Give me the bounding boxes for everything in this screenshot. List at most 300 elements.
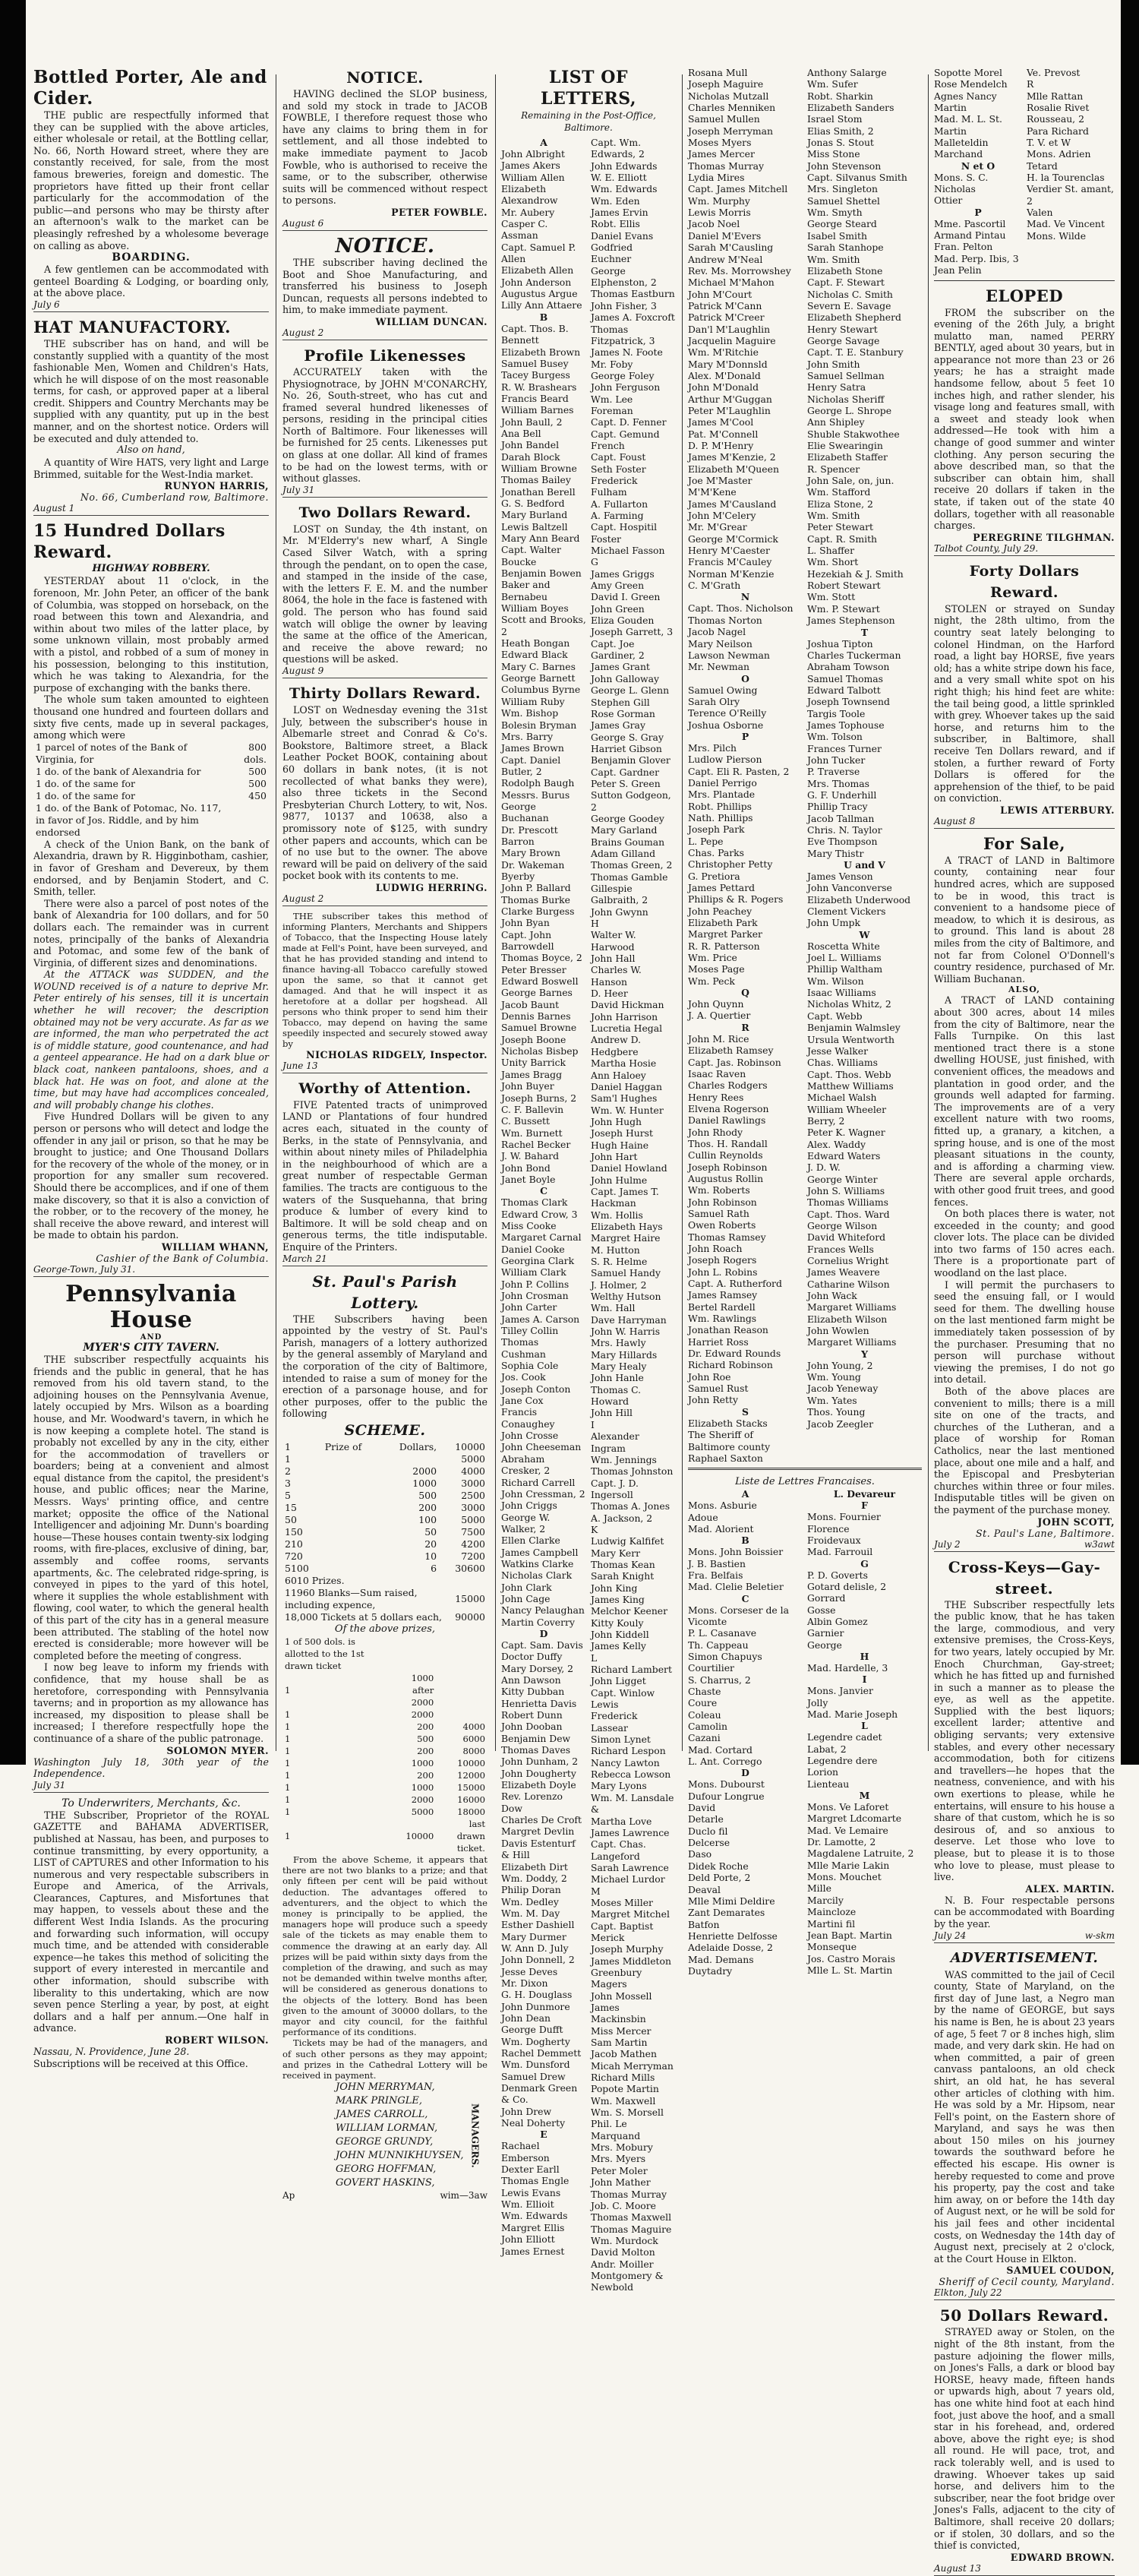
letter-recipient: Augustus Rollin	[688, 1172, 764, 1184]
letter-recipient: Wm. Tolson	[807, 731, 863, 743]
letter-recipient: William Clark	[501, 1266, 566, 1279]
letter-recipient: George	[807, 1639, 842, 1651]
ad-body: Five Hundred Dollars will be given to any person or persons who will detect and lodge the offender in any jail or prison, so that he may be brought to justice; and One Thousand Dollars for the recovery of the whole of the money, or in proportion for any smaller sum recovered. Should there be accomplices, and if one of them make discovery, so that it is also a conviction of the robber, or to the recovery of the money, he shall receive the above reward, and interest will be made to obtain his pardon.	[33, 1111, 269, 1241]
letter-recipient: C. Bussett	[501, 1115, 551, 1127]
letter-recipient: James Pettard	[688, 882, 756, 894]
letter-recipient: J. W. Bahard	[501, 1150, 560, 1162]
letter-recipient: Daniel M'Evers	[688, 229, 762, 242]
letters-title: LIST OF LETTERS,	[540, 68, 636, 109]
letter-recipient: John Hart	[591, 1150, 638, 1162]
letter-recipient: Nicholas Mutzall	[688, 90, 769, 102]
letter-recipient: Mrs. Singleton	[807, 183, 878, 195]
letter-recipient: John Cage	[501, 1592, 551, 1604]
letter-recipient: Ellen Clarke	[501, 1535, 560, 1547]
letter-recipient: Miss Stone	[807, 148, 860, 160]
ad-signature: LUDWIG HERRING.	[375, 881, 487, 893]
letter-heading: B	[539, 311, 548, 323]
letter-recipient: Michael Walsh	[807, 1092, 877, 1104]
letter-recipient: J. D. W.	[807, 1162, 841, 1174]
ad-signature: LEWIS ATTERBURY.	[1000, 804, 1115, 816]
letter-recipient: Jean Bapt. Martin	[807, 1929, 892, 1941]
ad-date-code: wim—3aw	[440, 2190, 487, 2201]
ad-body: STOLEN or strayed on Sunday night, the 28th ultimo, from the country seat lately belonging to colonel Hindman, on the Harford road, a light bay HORSE, five years old; has a white stripe down his face, and a very small white spot on his right thigh; his hind feet are white: the tail being good, a little sprinkled with grey. Whoever takes up the said horse, and returns him to the subscriber, in Baltimore, shall receive Ten Dollars reward, and if stolen, a further reward of Forty Dollars is offered for the apprehension of the thief, to be paid on conviction.	[934, 602, 1115, 804]
letter-recipient: Mille	[807, 1882, 831, 1895]
letter-recipient: Coleau	[688, 1708, 721, 1721]
ad-reward-forty	[934, 561, 1115, 829]
letter-recipient: Elizabeth Brown	[501, 346, 581, 358]
letter-recipient: Capt. Gemund French	[591, 428, 660, 451]
letter-recipient: John Crosse	[501, 1430, 559, 1442]
letter-recipient: D. P. M'Henry	[688, 440, 754, 451]
ad-signature: WILLIAM DUNCAN.	[375, 315, 487, 327]
ad-date-code: w-skm	[1084, 1930, 1115, 1941]
letter-recipient: Job. C. Moore	[591, 2199, 657, 2211]
letter-recipient: J. A. Quertier	[688, 1010, 751, 1022]
manager-name: WILLIAM LORMAN,	[336, 2122, 438, 2135]
letter-recipient: G. S. Bedford	[501, 497, 565, 509]
ad-body: THE subscriber having declined the Boot and Shoe Manufacturing, and transferred his business to Joseph Duncan, requests all persons indebted to him, to make immediate payment.	[282, 256, 487, 316]
scheme-cell	[323, 1465, 380, 1478]
ad-subhead: BOARDING.	[112, 251, 191, 264]
letter-recipient: Gillespie Galbraith, 2	[591, 883, 648, 906]
letter-recipient: Mrs. Barry	[501, 730, 554, 742]
ad-signature: SOLOMON MYER.	[166, 1744, 269, 1756]
letter-recipient: Capt. Hospitil Foster	[591, 521, 658, 545]
letter-recipient: Gorrard	[807, 1592, 846, 1604]
letter-recipient: John Carter	[501, 1301, 557, 1313]
letter-recipient: Harriet Ross	[688, 1335, 749, 1348]
letter-recipient: K	[591, 1523, 598, 1535]
scan-edge-left	[0, 0, 26, 1765]
letter-recipient: Mr. Dixon	[501, 1977, 548, 1989]
letter-recipient: T. V. et W	[1027, 137, 1071, 149]
letter-recipient: Peter Bresser	[501, 963, 566, 975]
scheme-cell: 4200	[461, 1538, 485, 1550]
letter-recipient: Thomas Fitzpatrick, 3	[591, 323, 655, 346]
schedule-table	[282, 1636, 487, 1854]
letter-recipient: Charles W. Hanson	[591, 964, 642, 988]
letter-recipient: Camolin	[688, 1721, 727, 1733]
ad-body: FROM the subscriber on the evening of the 26th July, a bright mulatto man, named PERRY BENTLY, aged about 30 years, but in appearance not more than 23 or 26 years; he has a straight made handsome fellow, about 5 feet 10 inches high, and rather slender, his visage long and features small, with a sweet and steady look when addressed—He took with him a change of good summer and winter clothing. Any person securing the above described man, so that the subscriber can obtain him, shall receive 20 dollars if taken in the state, if taken out of the state 40 dollars, together with all reasonable charges.	[934, 306, 1115, 532]
letter-recipient: Wm. Sufer	[807, 78, 858, 90]
letter-recipient: Edward Black	[501, 649, 568, 661]
schedule-cell: 1	[285, 1806, 291, 1817]
letter-recipient: Raphael Saxton	[688, 1452, 763, 1464]
scheme-table	[282, 1441, 487, 1575]
ad-notice-duncan	[282, 235, 487, 340]
letter-recipient: Welthy Hutson	[591, 1291, 661, 1303]
letter-recipient: John Dunham, 2	[501, 1756, 579, 1768]
letter-recipient: John Peachey	[688, 905, 752, 917]
letter-recipient: John Hulme	[591, 1174, 648, 1186]
letter-recipient: George Foley	[591, 369, 655, 381]
letter-recipient: Lilly Ann Attaere	[501, 299, 582, 311]
scheme-cell: 5100	[285, 1562, 309, 1574]
letter-recipient: Columbus Byrne	[501, 684, 581, 696]
letter-recipient: S. R. Helme	[591, 1256, 648, 1267]
letter-recipient: Rose Mendelch	[934, 78, 1008, 90]
ad-body: THE subscriber respectfully acquaints his friends and the public in general, that he has removed from his old tavern stand, to the adjoining houses on the Pennsylvania Avenue, lately occupied by Mrs. Wilson as a boarding house, and Mr. Woodward's tavern, in which he is now keeping a complete hotel. The stand is probably not excelled by any in the city, either for the accommodation of travellers or boarders; being at a convenient and almost equal distance from the capitol, the president's house, and public offices; near the Marine, Messrs. Ways' printing office, and centre market; opposite the office of the National Intelligencer and adjoining Mr. Dunn's boarding house—These houses contain twenty-six lodging rooms, with fire-places, exclusive of dining, bar, assembly and coffee rooms, servants apartments, &c. The celebrated ridge-spring, is conveyed in pipes to the yard of this hotel, where it supplies the whole establishment with flowing, cool water, to which the general health of this part of the city has in a general measure been attributed. The stabling of the hotel now erected is considerable; more however will be completed before the meeting of congress.	[33, 1353, 269, 1661]
manager-name: GOVERT HASKINS,	[336, 2177, 435, 2189]
letter-recipient: John Smith	[807, 358, 860, 370]
letter-recipient: Denmark Green & Co.	[501, 2082, 578, 2106]
letter-recipient: Capt. Jas. Robinson	[688, 1056, 781, 1068]
letter-recipient: Detarle	[688, 1813, 724, 1825]
letter-recipient: Nicholas C. Smith	[807, 288, 893, 300]
letter-recipient: Duytadry	[688, 1964, 733, 1977]
ad-body: WAS committed to the jail of Cecil county, State of Maryland, on the first day of June last, a Negro man by the name of GEORGE, but says his name is Ben, he is about 23 years of age, 5 feet 7 or 8 inches high, slim made, and very dark skin. He had on when committed, a pair of green canvass pantaloons, an old check shirt, an old hat, he has several other articles of clothing with him. He was sold by a Mr. Hipsom, near Fell's point, on the Eastern shore of Maryland, and says he was then about 150 miles on his journey towards the southward before he effected his escape. His owner is hereby requested to come and prove his property, pay the cost and take him away, on or before the 14th day of August next, or he will be sold for his jail fees and other incidental costs, on Wednesday the 14th day of August next, precisely at 2 o'clock, at the Court House in Elkton.	[934, 1968, 1115, 2265]
letter-recipient: M	[591, 1885, 601, 1897]
letter-recipient: Kitty Kouly	[591, 1617, 644, 1629]
letter-recipient: L. Ant. Corrego	[688, 1756, 762, 1768]
letter-recipient: Stephen Gill	[591, 696, 650, 708]
schedule-cell: 1	[285, 1721, 291, 1732]
letter-heading: P	[741, 730, 749, 742]
letter-recipient: John Drew	[501, 2105, 552, 2117]
letter-recipient: Para Richard	[1027, 125, 1089, 137]
letter-heading: T	[860, 626, 869, 638]
letter-recipient: Wm. Lee Foreman	[591, 393, 633, 416]
letter-recipient: Messrs. Burus	[501, 789, 570, 801]
scheme-prizes: 6010 Prizes.	[285, 1574, 345, 1586]
letter-recipient: Sopotte Morel	[934, 67, 1002, 78]
letter-recipient: Lucretia Hegal	[591, 1022, 663, 1035]
ad-body: A quantity of Wire HATS, very light and Large Brimmed, suitable for the West-India market.	[33, 457, 269, 480]
letter-recipient: Delcerse	[688, 1837, 730, 1849]
column-3	[497, 67, 680, 2293]
letter-recipient: Joe M'Master	[688, 475, 752, 487]
letter-recipient: Samuel Drew	[501, 2070, 566, 2082]
letter-recipient: Elvena Rogerson	[688, 1102, 769, 1114]
letter-recipient: Elizabeth Sanders	[807, 102, 894, 114]
column-2	[278, 67, 492, 2201]
letter-heading: U and V	[844, 859, 885, 871]
letter-recipient: George Barnes	[501, 987, 573, 999]
letter-recipient: John S. Williams	[807, 1184, 885, 1196]
letter-recipient: Verdier St. amant, 2	[1027, 183, 1114, 207]
letter-recipient: Thomas C. Howard	[591, 1383, 642, 1408]
letter-recipient: Eliza Stone, 2	[807, 498, 873, 510]
schedule-cell: 5000	[411, 1806, 434, 1817]
letter-recipient: Sutton Godgeon, 2	[591, 789, 671, 813]
letter-recipient: George M'Cormick	[688, 533, 778, 545]
letter-recipient: Michael Fasson	[591, 545, 665, 557]
letter-recipient: John Criggs	[501, 1500, 557, 1512]
ad-body: THE Subscribers having been appointed by the vestry of St. Paul's Parish, managers of a lottery authorized by the general assembly of Maryland and the corporation of the city of Baltimore, intended to raise a sum of money for the erection of a parsonage house, and for other purposes, offer to the public the following	[282, 1313, 487, 1420]
ad-body: THE Subscriber respectfully lets the public know, that he has taken the large, commodious, and very extensive premises, the Cross-Keys, for two years, lately occupied by Mr. Enoch Churchman, Gay-street; which he has fitted up and furnished in such a manner as to please the eye, as well as the appetite. Supplied with the best liquors; excellent larder; attentive and obliging servants; very extensive stables, and every other necessary accommodation, both for citizens and travellers—he hopes that the neatness, convenience, and with his own exertions to please, while he entertains, will ensure to his house a share of that custom, which he is so desirous of, and so anxious to deserve. Let those who love to please, but to please it is to those who love to please, must please to live.	[934, 1598, 1115, 1883]
letter-recipient: Joseph Rogers	[688, 1254, 757, 1266]
letter-recipient: George W. Walker, 2	[501, 1511, 551, 1535]
managers-list	[282, 2081, 464, 2190]
letter-recipient: Wm. Peck	[688, 975, 735, 987]
letter-recipient: Eve Thompson	[807, 836, 878, 848]
letter-recipient: George Buchanan	[501, 800, 549, 824]
letter-recipient: Jacob Baunt	[501, 998, 560, 1010]
letter-recipient: Armand Pintau	[934, 229, 1006, 242]
letter-recipient: John Bandel	[501, 439, 560, 451]
letter-recipient: Wm. Dogherty	[501, 2035, 570, 2047]
ad-title: NOTICE.	[335, 234, 435, 258]
letter-recipient: Clarke Burgess	[501, 906, 575, 917]
scheme-cell: 6	[431, 1562, 437, 1574]
letter-recipient: Adoue	[688, 1511, 718, 1523]
money-amount: 500	[248, 777, 267, 789]
letter-recipient: Mad. Cortard	[688, 1743, 752, 1756]
letter-recipient: Capt. James T. Hackman	[591, 1185, 659, 1209]
letter-recipient: Lorion	[807, 1766, 839, 1778]
letter-recipient: Seth Foster	[591, 463, 646, 475]
letters-left	[688, 67, 803, 1464]
letter-recipient: Ann Dawson	[501, 1674, 561, 1686]
letter-recipient: Pat. M'Connell	[688, 428, 759, 440]
scheme-cell: 7200	[461, 1550, 485, 1562]
letter-recipient: The Sheriff of Baltimore county	[688, 1429, 771, 1452]
scheme-cell: 5000	[461, 1513, 485, 1525]
letter-recipient: Mrs. Mobury	[591, 2141, 653, 2154]
french-letters-right	[1027, 67, 1115, 277]
scheme-cell: 5000	[461, 1452, 485, 1465]
letter-recipient: Fran. Pelton	[934, 241, 993, 253]
letter-recipient: John M'Celery	[688, 510, 756, 522]
letter-heading: W	[859, 928, 870, 940]
letter-recipient: Wm. Edwards	[591, 183, 658, 195]
manager-name: JOHN MERRYMAN,	[336, 2081, 435, 2094]
ad-subhead: HIGHWAY ROBBERY.	[92, 563, 210, 575]
letter-recipient: Baker and Bernabeu	[501, 579, 551, 602]
letter-recipient: John Tucker	[807, 754, 866, 766]
letter-heading: B	[741, 1535, 749, 1547]
letter-recipient: John Quynn	[688, 998, 744, 1010]
letter-heading: D	[741, 1767, 749, 1779]
letter-recipient: Thomas Maxwell	[591, 2211, 672, 2224]
letter-recipient: John Harrison	[591, 1010, 658, 1022]
letter-recipient: Dr. Prescott Barron	[501, 823, 558, 847]
letter-recipient: Mme. Pascortil	[934, 217, 1006, 229]
letter-recipient: George Wilson	[807, 1220, 878, 1231]
letter-recipient: Edward Boswell	[501, 975, 579, 988]
letter-recipient: Montgomery & Newbold	[591, 2269, 664, 2293]
letter-recipient: Michael M'Mahon	[688, 277, 775, 289]
ad-body: STRAYED away or Stolen, on the night of the 8th instant, from the pasture adjoining the flower mills, on Jones's Falls, a dark or blood bay HORSE, heavy made, fifteen hands or upwards high, about 7 years old, has one white hind foot at each hind foot, just above the hoof, and a small star in his forehead, and, ordered above, above the right eye; is shod all round. He will pace, trot, and rack tolerably well, and is used to drawing. Whoever takes up said horse, and delivers him to the subscriber, near the foot bridge over Jones's Falls, adjacent to the city of Baltimore, shall receive 20 dollars; or if stolen, 30 dollars, and so the thief is convicted,	[934, 2326, 1115, 2552]
letter-recipient: James Campbell	[501, 1546, 579, 1558]
ad-dateline: Washington July 18, 30th year of the Independence.	[33, 1756, 269, 1780]
letter-recipient: John Elliott	[501, 2233, 555, 2246]
letter-recipient: Elizabeth Alexandrow	[501, 183, 558, 207]
letter-recipient: John Cheeseman	[501, 1441, 582, 1453]
schedule-cell: 1	[285, 1781, 291, 1793]
letter-recipient: Garnier	[807, 1627, 844, 1639]
letter-recipient: Adelaide Dosse, 2	[688, 1942, 773, 1954]
letter-recipient: Wm. Jennings	[591, 1453, 657, 1465]
letter-recipient: Capt. Thos. B. Bennett	[501, 322, 569, 346]
letter-recipient: Richard Robinson	[688, 1359, 773, 1371]
letter-recipient: Wm. Ellioit	[501, 2198, 554, 2211]
letter-recipient: John Hill	[591, 1407, 633, 1419]
letter-recipient: Mary Garland	[591, 824, 658, 836]
letter-recipient: Thomas Johnston	[591, 1465, 674, 1478]
letter-recipient: John Anderson	[501, 276, 572, 288]
letter-recipient: J. Holmer, 2	[591, 1279, 647, 1291]
letter-recipient: Dr. Lamotte, 2	[807, 1836, 876, 1848]
letter-recipient: John Vanconverse	[807, 882, 892, 894]
letter-recipient: Mons. Asburie	[688, 1500, 757, 1512]
letter-recipient: Jacob Mathen	[591, 2048, 657, 2060]
managers-block	[282, 2081, 487, 2190]
schedule-cell: 1	[285, 1733, 291, 1744]
ad-date: July 6	[33, 299, 269, 312]
column-rule	[928, 74, 929, 1751]
letter-recipient: Peter M'Laughlin	[688, 404, 771, 416]
money-list	[33, 741, 269, 839]
letter-recipient: Jesse Walker	[807, 1045, 869, 1057]
letter-recipient: Phil. Le Marquand	[591, 2118, 641, 2141]
ad-body: YESTERDAY about 11 o'clock, in the forenoon, Mr. John Peter, an officer of the bank of Columbia, was stopped on horseback, on the road between this town and Alexandria, and within about two miles of the latter place, by some unknown villain, most probably armed with a pistol, and robbed of a sum of money in his possession, belonging to this institution, which he was taking to Alexandria, for the purpose of exchanging with the banks there.	[33, 575, 269, 694]
letter-recipient: John Hugh	[591, 1115, 642, 1127]
letter-recipient: D. Heer	[591, 988, 628, 1000]
letter-recipient: James M'Causland	[688, 498, 777, 510]
letter-recipient: John Rhody	[688, 1126, 743, 1138]
letter-recipient: Esther Dashiell	[501, 1919, 575, 1931]
scheme-cell: 50	[424, 1525, 437, 1538]
letter-recipient: Joseph Murphy	[591, 1943, 664, 1955]
letter-recipient: Didek Roche	[688, 1860, 749, 1872]
letter-heading: P	[974, 206, 982, 218]
ad-signature: ALEX. MARTIN.	[1025, 1882, 1115, 1895]
schedule-cell: 200	[417, 1721, 434, 1732]
letter-heading: L. Devareur	[833, 1488, 896, 1500]
letter-recipient: R	[1027, 78, 1034, 90]
letter-recipient: Melchor Keener	[591, 1605, 668, 1617]
ad-body: THE public are respectfully informed that they can be supplied with the above articles, either wholesale or retail, at the Bottling cellar, No. 66, North Howard street, where they are constantly received, for sale, from the most famous breweries, foreign and domestic. The proprietors have fitted up their front cellar particularly for the accommodation of the public—and persons who may be thirsty after an afternoon's walk to the market can be pleasingly refreshed by a wholesome beverage on calling as above.	[33, 109, 269, 251]
ad-underwriters	[33, 1797, 269, 2069]
schedule-cell: 6000	[462, 1733, 485, 1744]
letter-recipient: Mlle Mimi Deldire	[688, 1895, 775, 1907]
letter-recipient: Ursula Wentworth	[807, 1033, 894, 1045]
letter-recipient: John Bond	[501, 1162, 551, 1174]
letter-recipient: Mrs. Myers	[591, 2153, 646, 2165]
letter-recipient: George L. Shrope	[807, 404, 892, 416]
letter-recipient: John Mather	[591, 2176, 651, 2189]
letter-recipient: W. E. Elliott	[591, 172, 647, 184]
letter-recipient: Mary Ann Beard	[501, 533, 580, 544]
letter-recipient: A. Farming	[591, 510, 644, 521]
ad-date-row	[934, 1930, 1115, 1943]
letter-recipient: Mr. Newman	[688, 661, 750, 673]
letter-recipient: Wm. Roberts	[688, 1184, 750, 1196]
letter-recipient: George S. Gray	[591, 731, 664, 743]
letter-recipient: Charles De Croft	[501, 1814, 582, 1826]
letter-recipient: John Stevenson	[807, 160, 882, 172]
scheme-cell: 2000	[412, 1465, 437, 1477]
letter-recipient: H	[591, 918, 599, 930]
letter-recipient: John Robinson	[688, 1196, 757, 1208]
letter-recipient: Daniel Evans	[591, 229, 654, 242]
letter-recipient: Norman M'Kenzie	[688, 567, 775, 580]
letter-recipient: John Dooban	[501, 1721, 563, 1733]
ad-signature: RUNYON HARRIS,	[164, 480, 269, 492]
letter-recipient: Gosse	[807, 1604, 836, 1616]
letter-recipient: Michael Lurdor	[591, 1873, 665, 1885]
letter-recipient: Moses Miller	[591, 1896, 653, 1908]
letter-heading: N	[740, 591, 750, 603]
letter-recipient: Capt. Eli R. Pasten, 2	[688, 765, 790, 777]
letter-recipient: Targis Toole	[807, 707, 866, 719]
ad-title: ELOPED	[985, 286, 1064, 305]
letter-recipient: Nancy Pelaughan	[501, 1604, 585, 1617]
letter-recipient: Chris. N. Taylor	[807, 824, 882, 836]
ad-date: George-Town, July 31.	[33, 1264, 269, 1277]
letter-recipient: Thomas Ramsey	[688, 1231, 766, 1243]
scheme-cell: 4000	[461, 1465, 485, 1477]
letter-recipient: Wm. Smith	[807, 510, 860, 522]
ad-body: HAVING declined the SLOP business, and sold my stock in trade to JACOB FOWBLE, I therefore request those who have any claims to bring them in for settlement, and all those indebted to make immediate payment to Jacob Fowble, who is authorised to receive the same, or to the subscriber, otherwise suits will be commenced without respect to persons.	[282, 88, 487, 207]
letter-recipient: C. M'Grath	[688, 580, 741, 592]
ad-body: From the above Scheme, it appears that there are not two blanks to a prize; and that only fifteen per cent will be paid without deduction. The advantages offered to adventurers, and the object to which the money is principally to be applied, the managers hope will produce such a speedy sale of the tickets as may enable them to commence the drawing at an early day. All prizes will be paid within sixty days from the completion of the drawing, and such as may not be demanded within twelve months after, will be considered as generous donations to the objects of the lottery. Bond has been given to the amount of 30000 dollars, to the mayor and city council, for the faithful performance of its conditions.	[282, 1854, 487, 2038]
letter-recipient: Rachel Becker	[501, 1138, 571, 1150]
letter-recipient: Patrick M'Cann	[688, 299, 762, 311]
letter-recipient: Th. Cappeau	[688, 1639, 749, 1651]
letter-recipient: A. Fullarton	[591, 498, 648, 510]
letter-recipient: Albin Gomez	[807, 1615, 868, 1627]
letter-recipient: Margaret Williams	[807, 1301, 897, 1313]
letter-recipient: Charles Tuckerman	[807, 649, 901, 661]
scheme-cell	[323, 1478, 380, 1490]
ad-date-row	[282, 2190, 487, 2201]
letter-recipient: Daniel Perrigo	[688, 776, 757, 789]
letter-recipient: Watkins Clarke	[501, 1557, 574, 1569]
letter-recipient: Adam Gilland	[591, 847, 656, 859]
scheme-cell	[323, 1538, 380, 1550]
scheme-cell: 3	[285, 1477, 291, 1489]
letter-heading: A	[540, 137, 547, 148]
ad-note: N. B. Four respectable persons can be accommodated with Boarding by the year.	[934, 1894, 1115, 1930]
letter-recipient: M. Hutton	[591, 1244, 640, 1256]
letter-recipient: Samuel Browne	[501, 1022, 577, 1034]
letter-recipient: James Mercer	[688, 148, 755, 160]
letter-recipient: W. Ann D. July	[501, 1942, 569, 1954]
letter-recipient: Thomas Gamble	[591, 871, 668, 883]
letter-heading: N et O	[961, 160, 995, 172]
letter-recipient: Elias Smith, 2	[807, 125, 874, 137]
letter-recipient: Phillips & R. Pogers	[688, 893, 784, 906]
letter-recipient: Mad. Ve Lemaire	[807, 1824, 888, 1836]
letter-recipient: Godfried Euchner	[591, 242, 633, 265]
ad-date: August 2	[282, 893, 487, 906]
letter-recipient: Capt. Winlow Lewis	[591, 1686, 655, 1711]
letter-recipient: Thos. H. Randall	[688, 1137, 768, 1149]
letter-recipient: Simon Chapuys	[688, 1650, 762, 1662]
ad-title: 15 Hundred Dollars Reward.	[33, 521, 226, 563]
letter-recipient: Scott and Brooks, 2	[501, 614, 586, 637]
letter-recipient: Chas. Williams	[807, 1057, 878, 1069]
letter-recipient: Wm. Eden	[591, 194, 640, 207]
letter-recipient: J. B. Bastien	[688, 1557, 746, 1569]
letter-recipient: Wm. Yates	[807, 1394, 857, 1406]
letter-recipient: David I. Green	[591, 591, 661, 603]
letter-recipient: Capt. Thos. Webb	[807, 1068, 891, 1080]
schedule-cell: 200	[417, 1745, 434, 1756]
letter-recipient: Capt. Wm. Edwards, 2	[591, 137, 645, 160]
letter-recipient: L. Shaffer	[807, 545, 855, 557]
letter-recipient: Alexander Ingram	[591, 1430, 639, 1454]
letter-recipient: Thomas Norton	[688, 614, 762, 626]
letter-recipient: Sarah Knight	[591, 1570, 655, 1582]
letter-recipient: Malleteldin	[934, 137, 989, 149]
letter-recipient: Jos. Castro Morais	[807, 1952, 895, 1964]
letter-recipient: Thomas Boyce, 2	[501, 952, 582, 964]
letter-recipient: Daniel Cooke	[501, 1243, 565, 1255]
letter-recipient: Benjamin Dew	[501, 1732, 571, 1744]
